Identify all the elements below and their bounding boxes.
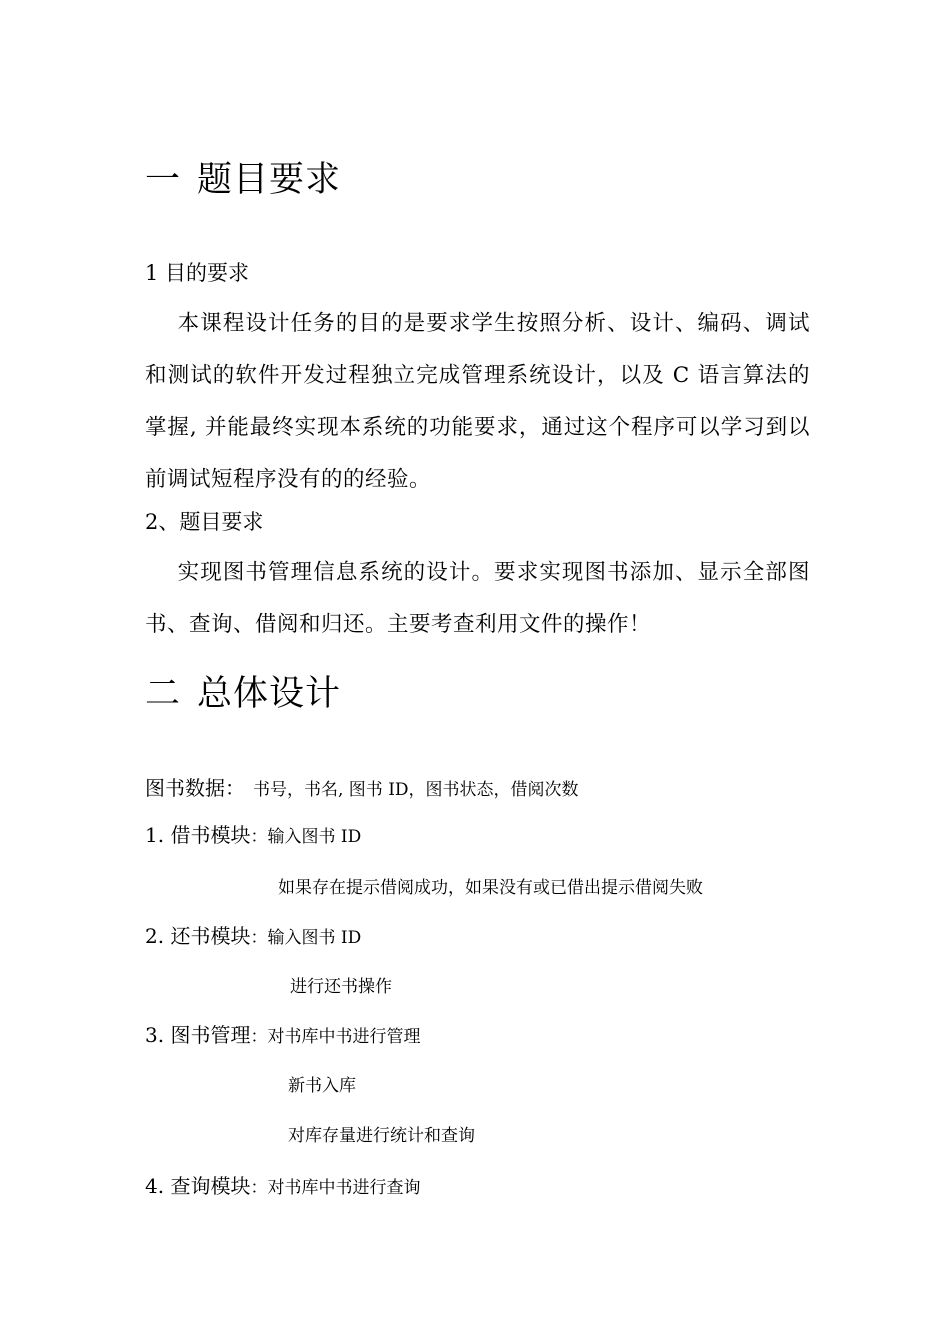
- module-label: 2. 还书模块: [145, 924, 251, 948]
- module-item: 新书入库: [288, 1076, 356, 1096]
- section-title: 题目要求: [197, 160, 342, 200]
- module-label: 3. 图书管理: [145, 1023, 251, 1047]
- module-item: 输入图书 ID: [267, 827, 362, 847]
- paragraph-requirements: [145, 547, 810, 651]
- section-number: 一: [145, 160, 182, 200]
- module-label: 1. 借书模块: [145, 823, 251, 847]
- paragraph-requirements-text: 实现图书管理信息系统的设计。要求实现图书添加、显示全部图书、查询、借阅和归还。主要考查利用文件的操作！: [145, 560, 810, 637]
- book-data-label: 图书数据：: [145, 776, 245, 800]
- module-item: 对库存量进行统计和查询: [288, 1126, 475, 1146]
- module-item: 如果存在提示借阅成功，如果没有或已借出提示借阅失败: [278, 878, 703, 898]
- module-management: [145, 1025, 420, 1046]
- module-return: [145, 926, 361, 947]
- module-item: 输入图书 ID: [267, 928, 362, 948]
- module-label: 4. 查询模块: [145, 1174, 251, 1198]
- module-item: 对书库中书进行查询: [267, 1178, 421, 1198]
- module-item: 对书库中书进行管理: [267, 1027, 421, 1047]
- module-colon: ：: [250, 928, 268, 948]
- paragraph-purpose-text: 本课程设计任务的目的是要求学生按照分析、设计、编码、调试和测试的软件开发过程独立完成管理系统设计，以及 C 语言算法的掌握, 并能最终实现本系统的功能要求，通过这个程序可以学习到以前调试短程序没有的的经验。: [145, 311, 810, 492]
- module-colon: ：: [250, 1027, 268, 1047]
- paragraph-purpose: [145, 298, 810, 506]
- book-data-fields: 书号，书名, 图书 ID，图书状态，借阅次数: [253, 780, 579, 800]
- subsection-heading-requirements: 2、题目要求: [145, 510, 264, 534]
- section-heading-2: [145, 674, 342, 714]
- section-heading-1: [145, 160, 342, 200]
- section-number: 二: [145, 674, 182, 714]
- module-colon: ：: [250, 1178, 268, 1198]
- module-item: 进行还书操作: [290, 977, 392, 997]
- subsection-heading-purpose: 1 目的要求: [145, 261, 250, 285]
- section-title: 总体设计: [197, 674, 342, 714]
- module-query: [145, 1176, 420, 1197]
- module-borrow: [145, 825, 361, 846]
- book-data-line: [145, 778, 579, 799]
- module-colon: ：: [250, 827, 268, 847]
